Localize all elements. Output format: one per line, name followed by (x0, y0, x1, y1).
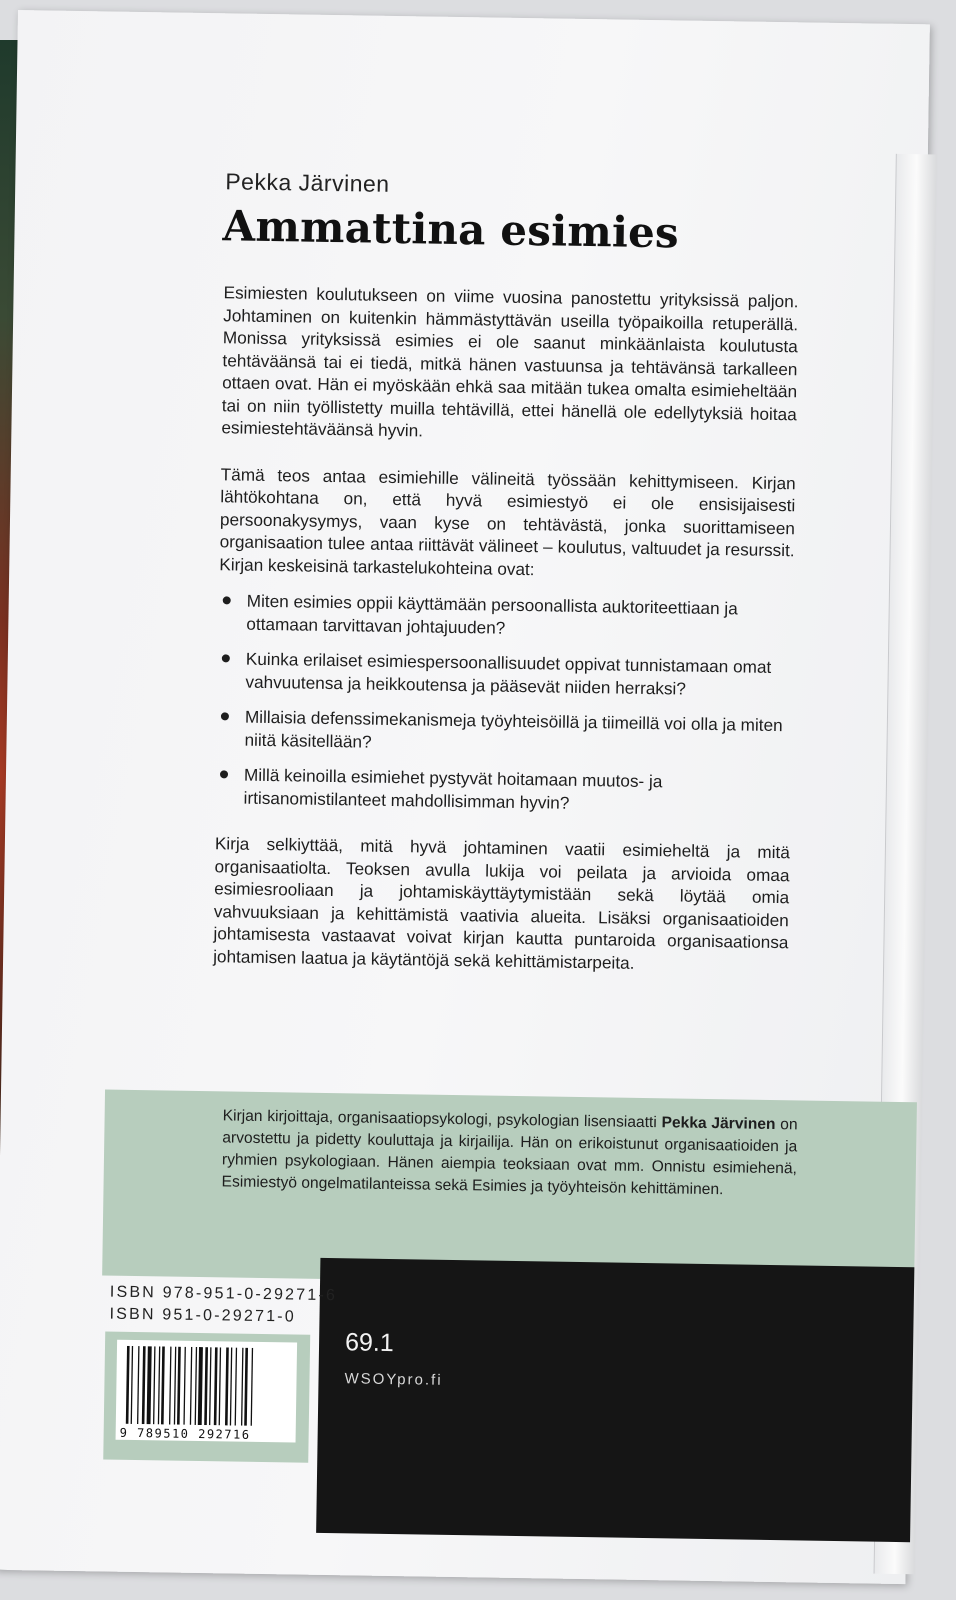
class-number: 69.1 (344, 1328, 394, 1358)
list-item: Miten esimies oppii käyttämään persoonallista auktoriteettiaan ja ottamaan tarvittavan johtajuuden? (218, 589, 794, 643)
blurb-paragraph-2: Tämä teos antaa esimiehille välineitä työssään kehittymiseen. Kirjan lähtökohtana on, että hyvä esimiestyö ei ole ensisijaisesti persoonakysymys, vaan kyse on tehtävästä, jonka suorittamiseen organisaation tulee antaa riittävät välineet – koulutus, valtuudet ja resurssit. Kirjan keskeisinä tarkastelukohteina ovat: (219, 463, 796, 579)
topic-list (215, 589, 793, 817)
bullet-icon (221, 712, 229, 720)
list-item: Kuinka erilaiset esimiespersoonallisuudet oppivat tunnistamaan omat vahvuutensa ja heikkoutensa ja pääsevät niiden herraksi? (217, 647, 793, 701)
publisher-url: WSOYpro.fi (344, 1370, 443, 1389)
book-back-cover (0, 10, 930, 1584)
author-bio: Kirjan kirjoittaja, organisaatiopsykologi, psykologian lisensiaatti Pekka Järvinen on arvostettu ja pidetty kouluttaja ja kirjailija. Hän on erikoistunut organisaatioiden ja ryhmien psykologiaan. Hänen aiempia teoksiaan ovat mm. Onnistu esimiehenä, Esimiestyö ongelmatilanteissa sekä Esimies ja työyhteisön kehittäminen. (221, 1107, 798, 1199)
blurb-paragraph-1: Esimiesten koulutukseen on viime vuosina panostettu yrityksissä paljon. Johtaminen on kuitenkin hämmästyttävän useilla työpaikoilla retuperällä. Monissa yrityksissä esimies ei ole saanut minkäänlaista koulutusta tehtäväänsä tai ei tiedä, mitkä hänen vastuunsa ja tehtävänsä tarkalleen ottaen ovat. Hän ei myöskään ehkä saa mitään tukea omalta esimieheltään tai on niin työllistetty muilla tehtävillä, ettei hänellä ole edellytyksiä hoitaa esimiestehtäväänsä hyvin. (221, 282, 799, 441)
list-item: Millaisia defenssimekanismeja työyhteisöillä ja tiimeillä voi olla ja miten niitä käsitellään? (216, 705, 792, 759)
author-bio-panel (102, 1090, 917, 1289)
bullet-icon (223, 596, 231, 604)
barcode-panel (103, 1332, 310, 1463)
bio-author-name: Pekka Järvinen (661, 1114, 776, 1134)
list-item: Millä keinoilla esimiehet pystyvät hoitamaan muutos- ja irtisanomistilanteet mahdollisimman hyvin? (215, 763, 791, 817)
bullet-icon (222, 654, 230, 662)
isbn-13: ISBN 978-951-0-29271-6 (109, 1283, 338, 1305)
isbn-10: ISBN 951-0-29271-0 (109, 1305, 296, 1326)
blurb-paragraph-3: Kirja selkiyttää, mitä hyvä johtaminen vaatii esimieheltä ja mitä organisaatiolta. Teoksen avulla lukija voi peilata ja arvioida omaa esimiesrooliaan ja johtamiskäyttäytymistään sekä löytää omia vahvuuksiaan ja kehittämistä vaativia alueita. Lisäksi organisaatioiden johtamisesta vastaavat voivat kirjan kautta puntaroida organisaationsa johtamisen laatua ja käytäntöjä sekä kehittämistarpeita. (213, 833, 791, 973)
publisher-panel (316, 1258, 914, 1542)
barcode-bars-icon (124, 1346, 290, 1427)
author-name: Pekka Järvinen (225, 168, 390, 197)
blurb-text (213, 281, 799, 1000)
bullet-icon (220, 770, 228, 778)
barcode (116, 1340, 298, 1443)
book-title: Ammattina esimies (222, 201, 680, 258)
barcode-digits: 9 789510 292716 (119, 1425, 251, 1442)
